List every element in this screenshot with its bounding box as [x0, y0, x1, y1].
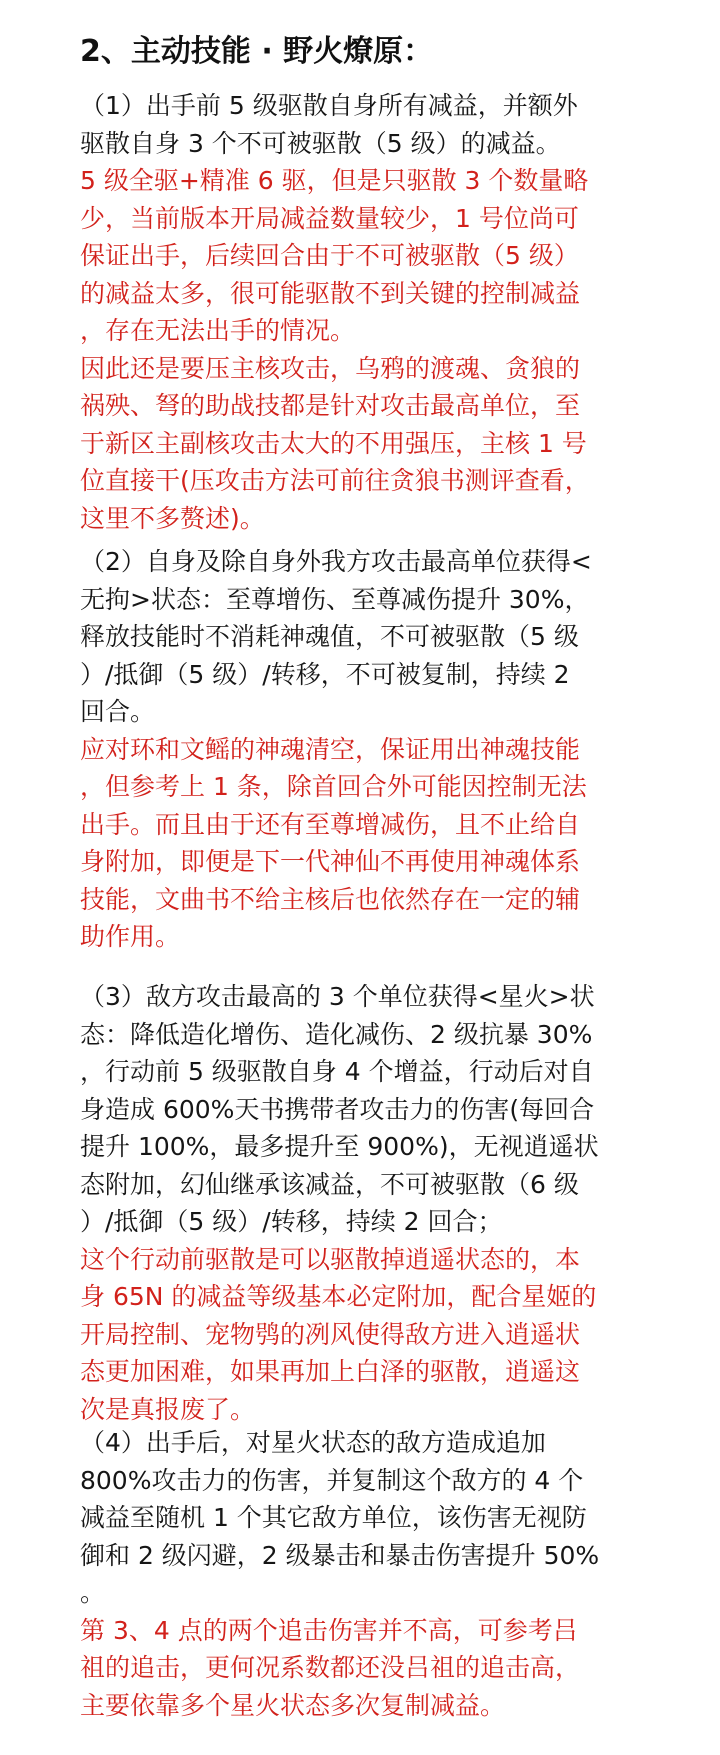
analysis-comment-line: 身附加，即便是下一代神仙不再使用神魂体系: [80, 847, 581, 876]
skill-description-line: 态：降低造化增伤、造化减伤、2 级抗暴 30%: [80, 1019, 593, 1049]
analysis-comment-line: 5 级全驱+精准 6 驱，但是只驱散 3 个数量略: [80, 166, 589, 195]
analysis-comment-line: ，但参考上 1 条，除首回合外可能因控制无法: [80, 772, 587, 801]
skill-description-line: 减益至随机 1 个其它敌方单位，该伤害无视防: [80, 1503, 587, 1532]
analysis-comment-line: 少，当前版本开局减益数量较少，1 号位尚可: [80, 203, 579, 233]
analysis-comment-line: 技能，文曲书不给主核后也依然存在一定的辅: [80, 884, 581, 914]
skill-description-line: 身造成 600%天书携带者攻击力的伤害(每回合: [80, 1094, 595, 1124]
skill-point-3: [80, 978, 680, 1428]
skill-description-line: 驱散自身 3 个不可被驱散（5 级）的减益。: [80, 128, 561, 158]
analysis-comment-line: 开局控制、宠物鸮的冽风使得敌方进入逍遥状: [80, 1319, 581, 1349]
analysis-comment-line: 应对环和文鳐的神魂清空，保证用出神魂技能: [80, 734, 581, 764]
skill-description-line: （2）自身及除自身外我方攻击最高单位获得<: [80, 547, 592, 576]
analysis-comment-line: 于新区主副核攻击太大的不用强压，主核 1 号: [80, 428, 587, 458]
skill-description-line: （1）出手前 5 级驱散自身所有减益，并额外: [80, 91, 578, 120]
analysis-comment-line: 位直接干(压攻击方法可前往贪狼书测评查看，: [80, 466, 590, 495]
analysis-comment-line: 态更加困难，如果再加上白泽的驱散，逍遥这: [80, 1357, 581, 1386]
analysis-comment-line: ，存在无法出手的情况。: [80, 316, 356, 345]
skill-point-1: [80, 87, 680, 537]
skill-description-line: ）/抵御（5 级）/转移，不可被复制，持续 2: [80, 659, 570, 689]
analysis-comment-line: 第 3、4 点的两个追击伤害并不高，可参考吕: [80, 1615, 578, 1645]
skill-description-line: ，行动前 5 级驱散自身 4 个增益，行动后对自: [80, 1057, 594, 1086]
analysis-comment-line: 出手。而且由于还有至尊增减伤，且不止给自: [80, 809, 581, 839]
skill-description-line: 释放技能时不消耗神魂值，不可被驱散（5 级: [80, 622, 579, 651]
analysis-comment-line: 这里不多赘述)。: [80, 503, 265, 533]
analysis-comment-line: 身 65N 的减益等级基本必定附加，配合星姬的: [80, 1282, 597, 1311]
skill-description-line: （3）敌方攻击最高的 3 个单位获得<星火>状: [80, 982, 595, 1011]
skill-point-4: [80, 1424, 680, 1724]
analysis-comment-line: 因此还是要压主核攻击，乌鸦的渡魂、贪狼的: [80, 353, 581, 383]
skill-description-line: 提升 100%，最多提升至 900%)，无视逍遥状: [80, 1132, 599, 1161]
skill-description-line: （4）出手后，对星火状态的敌方造成追加: [80, 1428, 546, 1457]
skill-point-2: [80, 543, 680, 956]
analysis-comment-line: 这个行动前驱散是可以驱散掉逍遥状态的，本: [80, 1244, 581, 1274]
skill-description-line: ）/抵御（5 级）/转移，持续 2 回合；: [80, 1207, 503, 1236]
skill-description-line: 无拘>状态：至尊增伤、至尊减伤提升 30%，: [80, 584, 590, 614]
analysis-comment-line: 次是真报废了。: [80, 1394, 256, 1424]
skill-description-line: 御和 2 级闪避，2 级暴击和暴击伤害提升 50%: [80, 1540, 600, 1570]
analysis-comment-line: 保证出手，后续回合由于不可被驱散（5 级）: [80, 241, 579, 270]
analysis-comment-line: 祖的追击，更何况系数都还没吕祖的追击高，: [80, 1653, 581, 1682]
section-title: 2、主动技能 · 野火燎原：: [80, 34, 434, 69]
analysis-comment-line: 主要依靠多个星火状态多次复制减益。: [80, 1690, 506, 1720]
skill-description-line: 态附加，幻仙继承该减益，不可被驱散（6 级: [80, 1169, 579, 1199]
analysis-comment-line: 的减益太多，很可能驱散不到关键的控制减益: [80, 278, 581, 308]
analysis-comment-line: 祸殃、弩的助战技都是针对攻击最高单位，至: [80, 391, 581, 420]
analysis-comment-line: 助作用。: [80, 922, 181, 951]
skill-description-line: 800%攻击力的伤害，并复制这个敌方的 4 个: [80, 1465, 584, 1495]
skill-description-line: 。: [80, 1578, 106, 1607]
skill-description-line: 回合。: [80, 697, 156, 726]
